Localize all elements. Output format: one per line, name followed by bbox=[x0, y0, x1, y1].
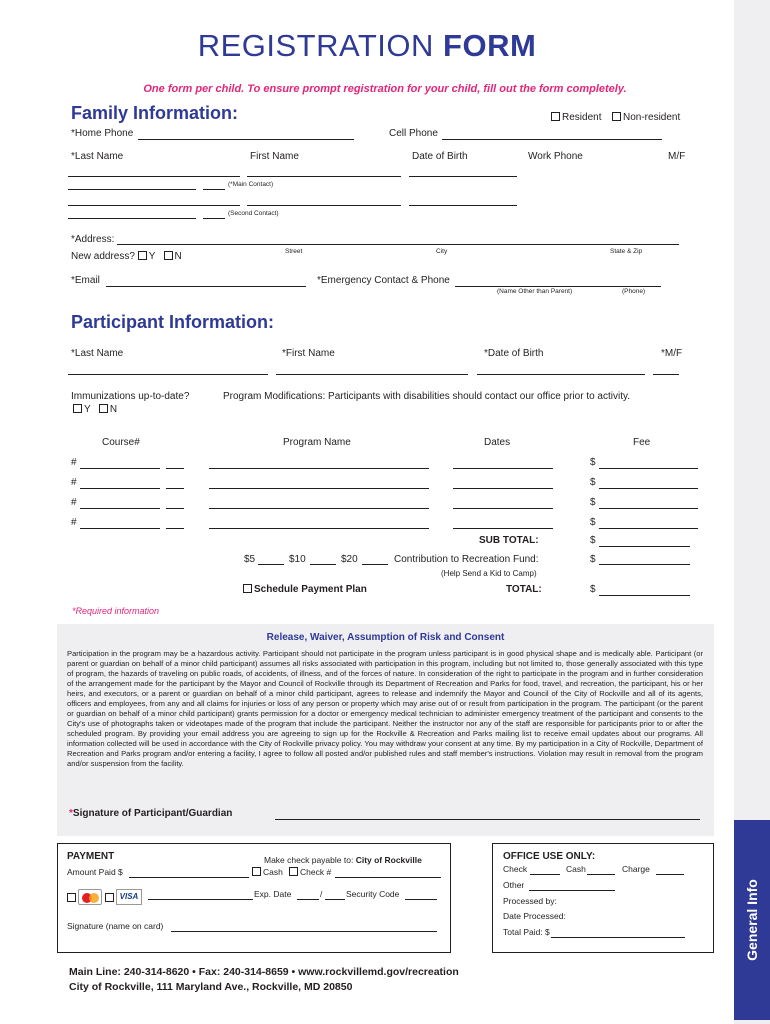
processed-by-label: Processed by: bbox=[503, 896, 557, 906]
dates-field[interactable] bbox=[453, 488, 553, 489]
cash-label: Cash bbox=[263, 867, 283, 877]
security-code-label: Security Code bbox=[346, 889, 400, 899]
card-signature-label: Signature (name on card) bbox=[67, 921, 164, 931]
waiver-body: Participation in the program may be a hazardous activity. Participant should not participate in the program unless participant is in good physical shape and is medically able. Participant (or parent or guardian on behalf of a minor child participant) assumes all risks associated with participation in this program, including but not limited to, those generally associated with this type of program, the hazards of traveling on public roads, of accidents, of illness, and of the forces of nature. In consideration of the right to participate in the program and in further consideration of the arrangement made for the participant by the Mayor and Council of Rockville through its Department of Recreation and Parks for food, travel, and recreation, the participant, his or her heirs, and executors, or a parent or guardian on behalf of a minor child participant, agrees to release and indemnify the Mayor and Council of the City of Rockville and all of its agents, officers and employees, from any and all claims for injuries or loss of any person or property which may arise out of or result from participation in the program. The participant (or the parent or guardian on behalf of a minor child participant) grants permission for a doctor or emergency medical technician to administer emergency treatment of the participant and consents to the City's use of photographs taken or videotapes made of the program that include the participant. Neither the instructor nor any of the staff are responsible for participants prior to or after the scheduled program. By providing your email address you are agreeing to sign up for the Rockville & Recreation and Parks mailing list to receive email updates about our programs. All information collected will be used in accordance with the City of Rockville privacy policy. You may withdraw your consent at any time. By my participation in a City of Rockville, Department of Recreation and Parks program and/or entering a facility, I agree to follow all posted and/or published rules and staff member's instructions. Violation may result in removal from the program and/or suspension from the facility. bbox=[67, 649, 703, 768]
check-label: Check # bbox=[300, 867, 332, 877]
dates-field[interactable] bbox=[453, 468, 553, 469]
cash-option[interactable] bbox=[252, 867, 283, 877]
immunizations-yes-checkbox[interactable] bbox=[73, 404, 82, 413]
subtotal-dollar: $ bbox=[590, 535, 596, 546]
fee-dollar: $ bbox=[590, 477, 596, 488]
total-paid-field[interactable] bbox=[551, 937, 685, 938]
course-number-field[interactable] bbox=[80, 528, 160, 529]
immunizations-label: Immunizations up-to-date? bbox=[71, 391, 190, 402]
course-section-field[interactable] bbox=[166, 488, 184, 489]
help-send-kid-caption: (Help Send a Kid to Camp) bbox=[441, 569, 537, 578]
side-tab-label: General Info bbox=[744, 879, 760, 961]
email-label: *Email bbox=[71, 275, 100, 286]
emergency-contact-label: *Emergency Contact & Phone bbox=[317, 275, 450, 286]
course-hash: # bbox=[71, 497, 77, 508]
non-resident-label: Non-resident bbox=[623, 112, 681, 123]
date-processed-label: Date Processed: bbox=[503, 911, 566, 921]
office-check-field[interactable] bbox=[530, 874, 560, 875]
contribution-20-field[interactable] bbox=[362, 564, 388, 565]
email-field[interactable] bbox=[106, 286, 306, 287]
contribution-dollar: $ bbox=[590, 554, 596, 565]
program-name-field[interactable] bbox=[209, 528, 429, 529]
total-paid-label: Total Paid: $ bbox=[503, 927, 550, 937]
office-other-label: Other bbox=[503, 880, 525, 890]
street-caption: Street bbox=[285, 248, 303, 255]
immunizations-no-label: N bbox=[109, 404, 118, 415]
signature-label: Signature of Participant/Guardian bbox=[72, 808, 233, 819]
fee-field[interactable] bbox=[599, 488, 698, 489]
waiver-title: Release, Waiver, Assumption of Risk and Consent bbox=[266, 632, 505, 643]
participant-last-name-label: *Last Name bbox=[71, 348, 124, 359]
schedule-plan-label: Schedule Payment Plan bbox=[254, 584, 367, 595]
second-mf-field[interactable] bbox=[203, 218, 225, 219]
program-name-field[interactable] bbox=[209, 488, 429, 489]
amount-paid-field[interactable] bbox=[129, 877, 249, 878]
office-heading: OFFICE USE ONLY: bbox=[503, 851, 596, 862]
subtotal-label: SUB TOTAL: bbox=[479, 535, 539, 546]
new-address-yes-checkbox[interactable] bbox=[138, 251, 147, 260]
visa-option[interactable] bbox=[105, 888, 116, 906]
contribution-label: Contribution to Recreation Fund: bbox=[394, 554, 539, 565]
cell-phone-label: Cell Phone bbox=[389, 128, 438, 139]
make-check-label: Make check payable to: bbox=[264, 855, 354, 865]
office-charge-field[interactable] bbox=[656, 874, 684, 875]
family-work-phone-label: Work Phone bbox=[528, 151, 583, 162]
subtotal-field[interactable] bbox=[599, 546, 690, 547]
form-subtitle: One form per child. To ensure prompt registration for your child, fill out the form completely. bbox=[143, 83, 627, 95]
immunizations-options bbox=[73, 404, 117, 415]
main-first-name-field[interactable] bbox=[247, 176, 401, 177]
fee-dollar: $ bbox=[590, 457, 596, 468]
new-address-yes-label: Y bbox=[148, 251, 156, 262]
visa-checkbox[interactable] bbox=[105, 893, 114, 902]
check-number-field[interactable] bbox=[335, 877, 441, 878]
payment-heading: PAYMENT bbox=[67, 851, 115, 862]
total-dollar: $ bbox=[590, 584, 596, 595]
participant-mf-label: *M/F bbox=[661, 348, 683, 359]
total-label: TOTAL: bbox=[506, 584, 542, 595]
amount-paid-label: Amount Paid $ bbox=[67, 867, 123, 877]
second-work-phone-field[interactable] bbox=[68, 218, 196, 219]
schedule-plan-checkbox[interactable] bbox=[243, 584, 252, 593]
family-first-name-label: First Name bbox=[250, 151, 299, 162]
program-name-field[interactable] bbox=[209, 468, 429, 469]
course-hash: # bbox=[71, 457, 77, 468]
course-hash: # bbox=[71, 477, 77, 488]
total-field[interactable] bbox=[599, 595, 690, 596]
family-mf-label: M/F bbox=[668, 151, 686, 162]
second-last-name-field[interactable] bbox=[68, 205, 240, 206]
resident-label: Resident bbox=[562, 112, 602, 123]
participant-dob-label: *Date of Birth bbox=[484, 348, 544, 359]
office-charge-label: Charge bbox=[622, 864, 650, 874]
exp-year-field[interactable] bbox=[325, 899, 345, 900]
visa-icon: VISA bbox=[116, 889, 142, 905]
footer-address: City of Rockville, 111 Maryland Ave., Rockville, MD 20850 bbox=[69, 981, 353, 993]
signature-field[interactable] bbox=[275, 819, 700, 820]
dates-field[interactable] bbox=[453, 508, 553, 509]
participant-last-name-field[interactable] bbox=[68, 374, 268, 375]
family-last-name-label: *Last Name bbox=[71, 151, 124, 162]
cash-checkbox[interactable] bbox=[252, 867, 261, 876]
city-caption: City bbox=[436, 248, 448, 255]
participant-first-name-field[interactable] bbox=[276, 374, 468, 375]
second-contact-label: (Second Contact) bbox=[228, 210, 279, 217]
office-cash-label: Cash bbox=[566, 864, 586, 874]
contribution-5-label: $5 bbox=[244, 554, 256, 565]
participant-dob-field[interactable] bbox=[477, 374, 645, 375]
fee-field[interactable] bbox=[599, 508, 698, 509]
non-resident-option[interactable] bbox=[612, 112, 680, 123]
form-title bbox=[0, 28, 734, 64]
dates-field[interactable] bbox=[453, 528, 553, 529]
home-phone-label: *Home Phone bbox=[71, 128, 134, 139]
card-signature-field[interactable] bbox=[171, 931, 437, 932]
main-work-phone-field[interactable] bbox=[68, 189, 196, 190]
exp-month-field[interactable] bbox=[297, 899, 319, 900]
new-address-row bbox=[71, 251, 182, 262]
address-label: *Address: bbox=[71, 234, 115, 245]
course-section-field[interactable] bbox=[166, 508, 184, 509]
office-cash-field[interactable] bbox=[587, 874, 615, 875]
program-name-field[interactable] bbox=[209, 508, 429, 509]
fee-header: Fee bbox=[633, 437, 651, 448]
schedule-plan-option[interactable] bbox=[243, 584, 367, 595]
new-address-no-checkbox[interactable] bbox=[164, 251, 173, 260]
title-light: REGISTRATION bbox=[197, 28, 434, 63]
course-header: Course# bbox=[102, 437, 140, 448]
course-hash: # bbox=[71, 517, 77, 528]
title-bold: FORM bbox=[443, 28, 537, 63]
security-code-field[interactable] bbox=[405, 899, 437, 900]
participant-heading: Participant Information: bbox=[71, 312, 275, 332]
participant-first-name-label: *First Name bbox=[282, 348, 335, 359]
main-contact-label: (*Main Contact) bbox=[228, 181, 274, 188]
course-number-field[interactable] bbox=[80, 488, 160, 489]
exp-slash: / bbox=[320, 889, 323, 899]
family-dob-label: Date of Birth bbox=[412, 151, 468, 162]
main-mf-field[interactable] bbox=[203, 189, 225, 190]
resident-option[interactable] bbox=[551, 112, 601, 123]
contribution-20-label: $20 bbox=[341, 554, 358, 565]
contribution-10-field[interactable] bbox=[310, 564, 336, 565]
required-note: *Required information bbox=[72, 606, 160, 616]
immunizations-yes-label: Y bbox=[84, 404, 91, 415]
exp-date-label: Exp. Date bbox=[254, 889, 292, 899]
card-number-field[interactable] bbox=[148, 899, 253, 900]
phone-caption: (Phone) bbox=[622, 288, 646, 295]
program-modifications-note: Program Modifications: Participants with disabilities should contact our office prior to activity. bbox=[223, 391, 631, 402]
footer-contact: Main Line: 240-314-8620 • Fax: 240-314-8659 • www.rockvillemd.gov/recreation bbox=[69, 966, 459, 978]
mastercard-option[interactable] bbox=[67, 888, 78, 906]
contribution-total-field[interactable] bbox=[599, 564, 690, 565]
make-check-row bbox=[264, 855, 422, 865]
mastercard-checkbox[interactable] bbox=[67, 893, 76, 902]
signature-required-star: * bbox=[69, 808, 73, 819]
resident-checkbox[interactable] bbox=[551, 112, 560, 121]
fee-dollar: $ bbox=[590, 517, 596, 528]
non-resident-checkbox[interactable] bbox=[612, 112, 621, 121]
home-phone-field[interactable] bbox=[138, 139, 354, 140]
signature-row bbox=[69, 808, 232, 819]
second-dob-field[interactable] bbox=[409, 205, 517, 206]
contribution-10-label: $10 bbox=[289, 554, 306, 565]
program-name-header: Program Name bbox=[283, 437, 351, 448]
course-section-field[interactable] bbox=[166, 528, 184, 529]
participant-mf-field[interactable] bbox=[653, 374, 679, 375]
check-option[interactable] bbox=[289, 867, 331, 877]
name-other-caption: (Name Other than Parent) bbox=[497, 288, 573, 295]
fee-field[interactable] bbox=[599, 528, 698, 529]
dates-header: Dates bbox=[484, 437, 511, 448]
cell-phone-field[interactable] bbox=[442, 139, 662, 140]
mastercard-icon bbox=[78, 889, 102, 905]
course-number-field[interactable] bbox=[80, 468, 160, 469]
second-first-name-field[interactable] bbox=[247, 205, 401, 206]
immunizations-no-checkbox[interactable] bbox=[99, 404, 108, 413]
contribution-5-field[interactable] bbox=[258, 564, 284, 565]
course-section-field[interactable] bbox=[166, 468, 184, 469]
new-address-label: New address? bbox=[71, 251, 135, 262]
address-field[interactable] bbox=[117, 244, 679, 245]
office-check-label: Check bbox=[503, 864, 528, 874]
family-heading: Family Information: bbox=[71, 103, 239, 123]
main-dob-field[interactable] bbox=[409, 176, 517, 177]
state-zip-caption: State & Zip bbox=[610, 248, 643, 255]
side-tab-label-wrap bbox=[737, 879, 767, 961]
fee-field[interactable] bbox=[599, 468, 698, 469]
main-last-name-field[interactable] bbox=[68, 176, 240, 177]
fee-dollar: $ bbox=[590, 497, 596, 508]
new-address-no-label: N bbox=[174, 251, 182, 262]
check-checkbox[interactable] bbox=[289, 867, 298, 876]
course-number-field[interactable] bbox=[80, 508, 160, 509]
payable-to-city: City of Rockville bbox=[355, 855, 422, 865]
office-other-field[interactable] bbox=[529, 890, 615, 891]
emergency-contact-field[interactable] bbox=[455, 286, 661, 287]
